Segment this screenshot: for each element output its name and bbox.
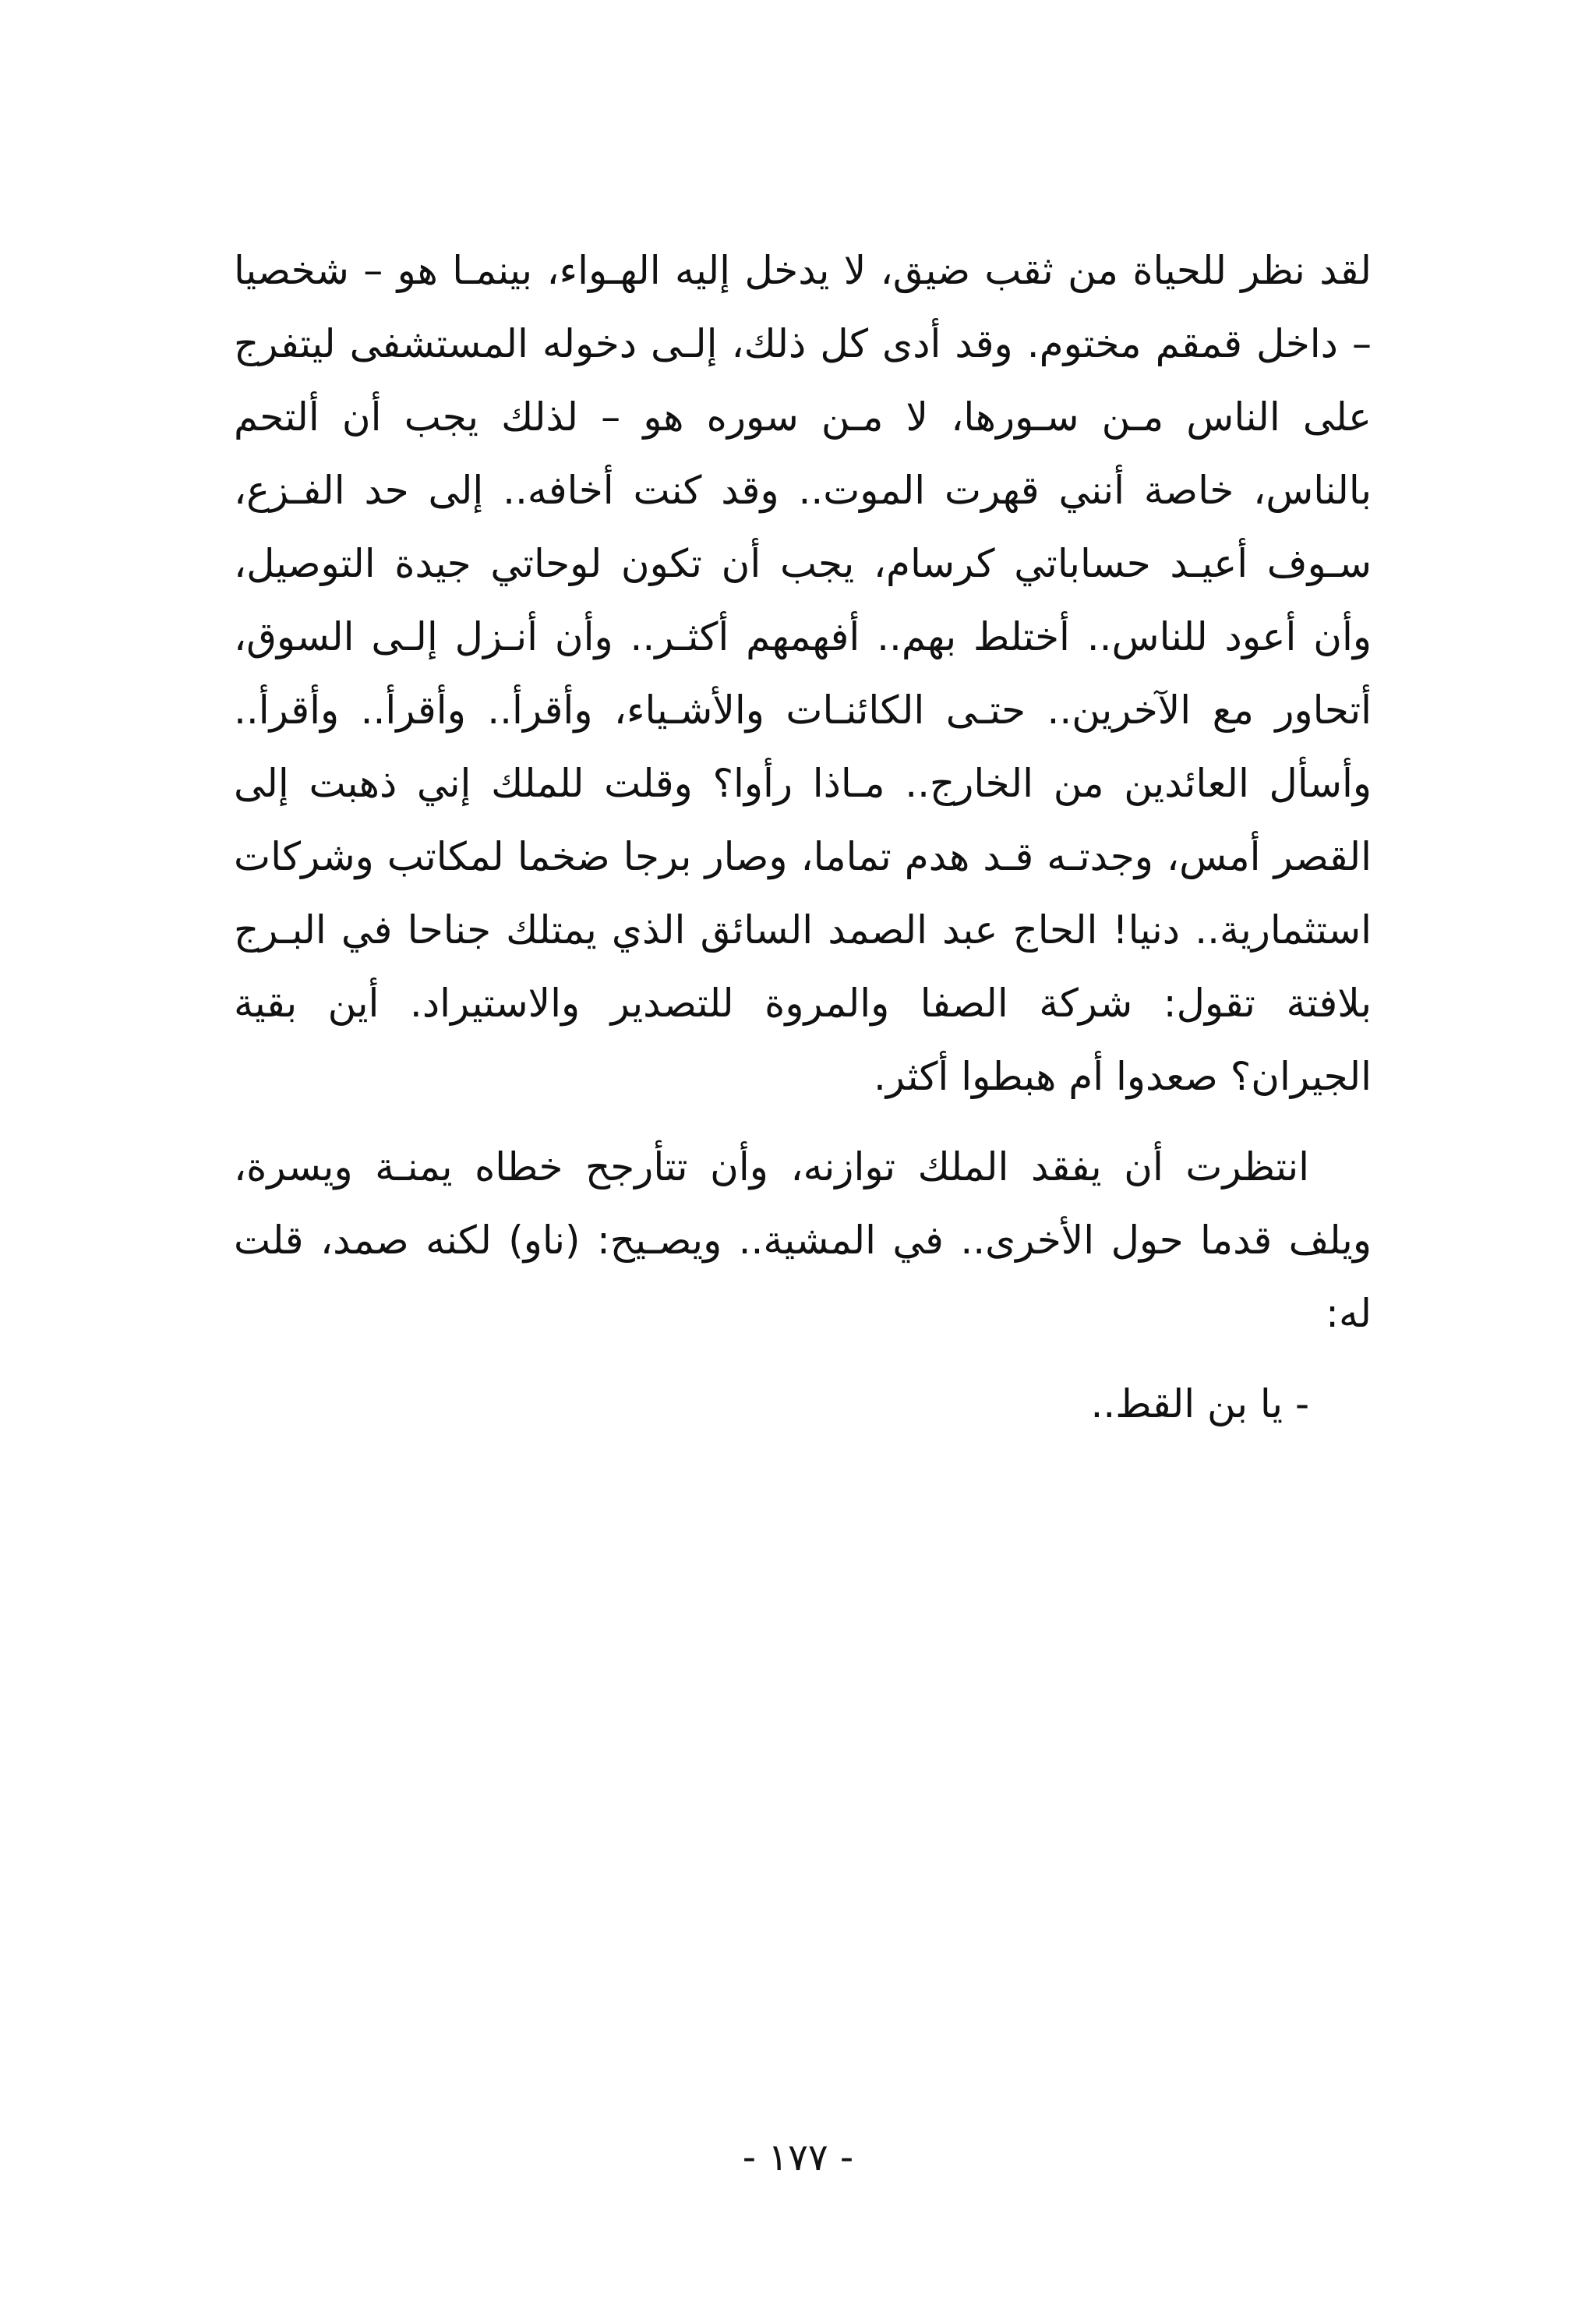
paragraph-2: انتظرت أن يفقد الملك توازنه، وأن تتأرجح خطاه يمنـة ويسرة، ويلف قدما حول الأخرى.. في المشية.. ويصـيح: (ناو) لكنه صمد، قلت له: bbox=[221, 1144, 1372, 1336]
dialogue-line: - يا بن القط.. bbox=[1090, 1381, 1309, 1426]
body-text bbox=[221, 234, 1372, 1441]
page-number: - ١٧٧ - bbox=[742, 2136, 854, 2179]
paragraph-1: لقد نظر للحياة من ثقب ضيق، لا يدخل إليه الهـواء، بينمـا هو – شخصيا – داخل قمقم مختوم. وقد أدى كل ذلك، إلـى دخوله المستشفى ليتفرج على الناس مـن سـورها، لا مـن سوره هو – لذلك يجب أن ألتحم بالناس، خاصة أنني قهرت الموت.. وقد كنت أخافه.. إلى حد الفـزع، سـوف أعيـد حساباتي كرسام، يجب أن تكون لوحاتي جيدة التوصيل، وأن أعود للناس.. أختلط بهم.. أفهمهم أكثـر.. وأن أنـزل إلـى السوق، أتحاور مع الآخرين.. حتـى الكائنـات والأشـياء، وأقرأ.. وأقرأ.. وأقرأ.. وأسأل العائدين من الخارج.. مـاذا رأوا؟ وقلت للملك إني ذهبت إلى القصر أمس، وجدتـه قـد هدم تماما، وصار برجا ضخما لمكاتب وشركات استثمارية.. دنيا! الحاج عبد الصمد السائق الذي يمتلك جناحا في البـرج بلافتة تقول: شركة الصفا والمروة للتصدير والاستيراد. أين بقية الجيران؟ صعدوا أم هبطوا أكثر. bbox=[221, 248, 1372, 1099]
